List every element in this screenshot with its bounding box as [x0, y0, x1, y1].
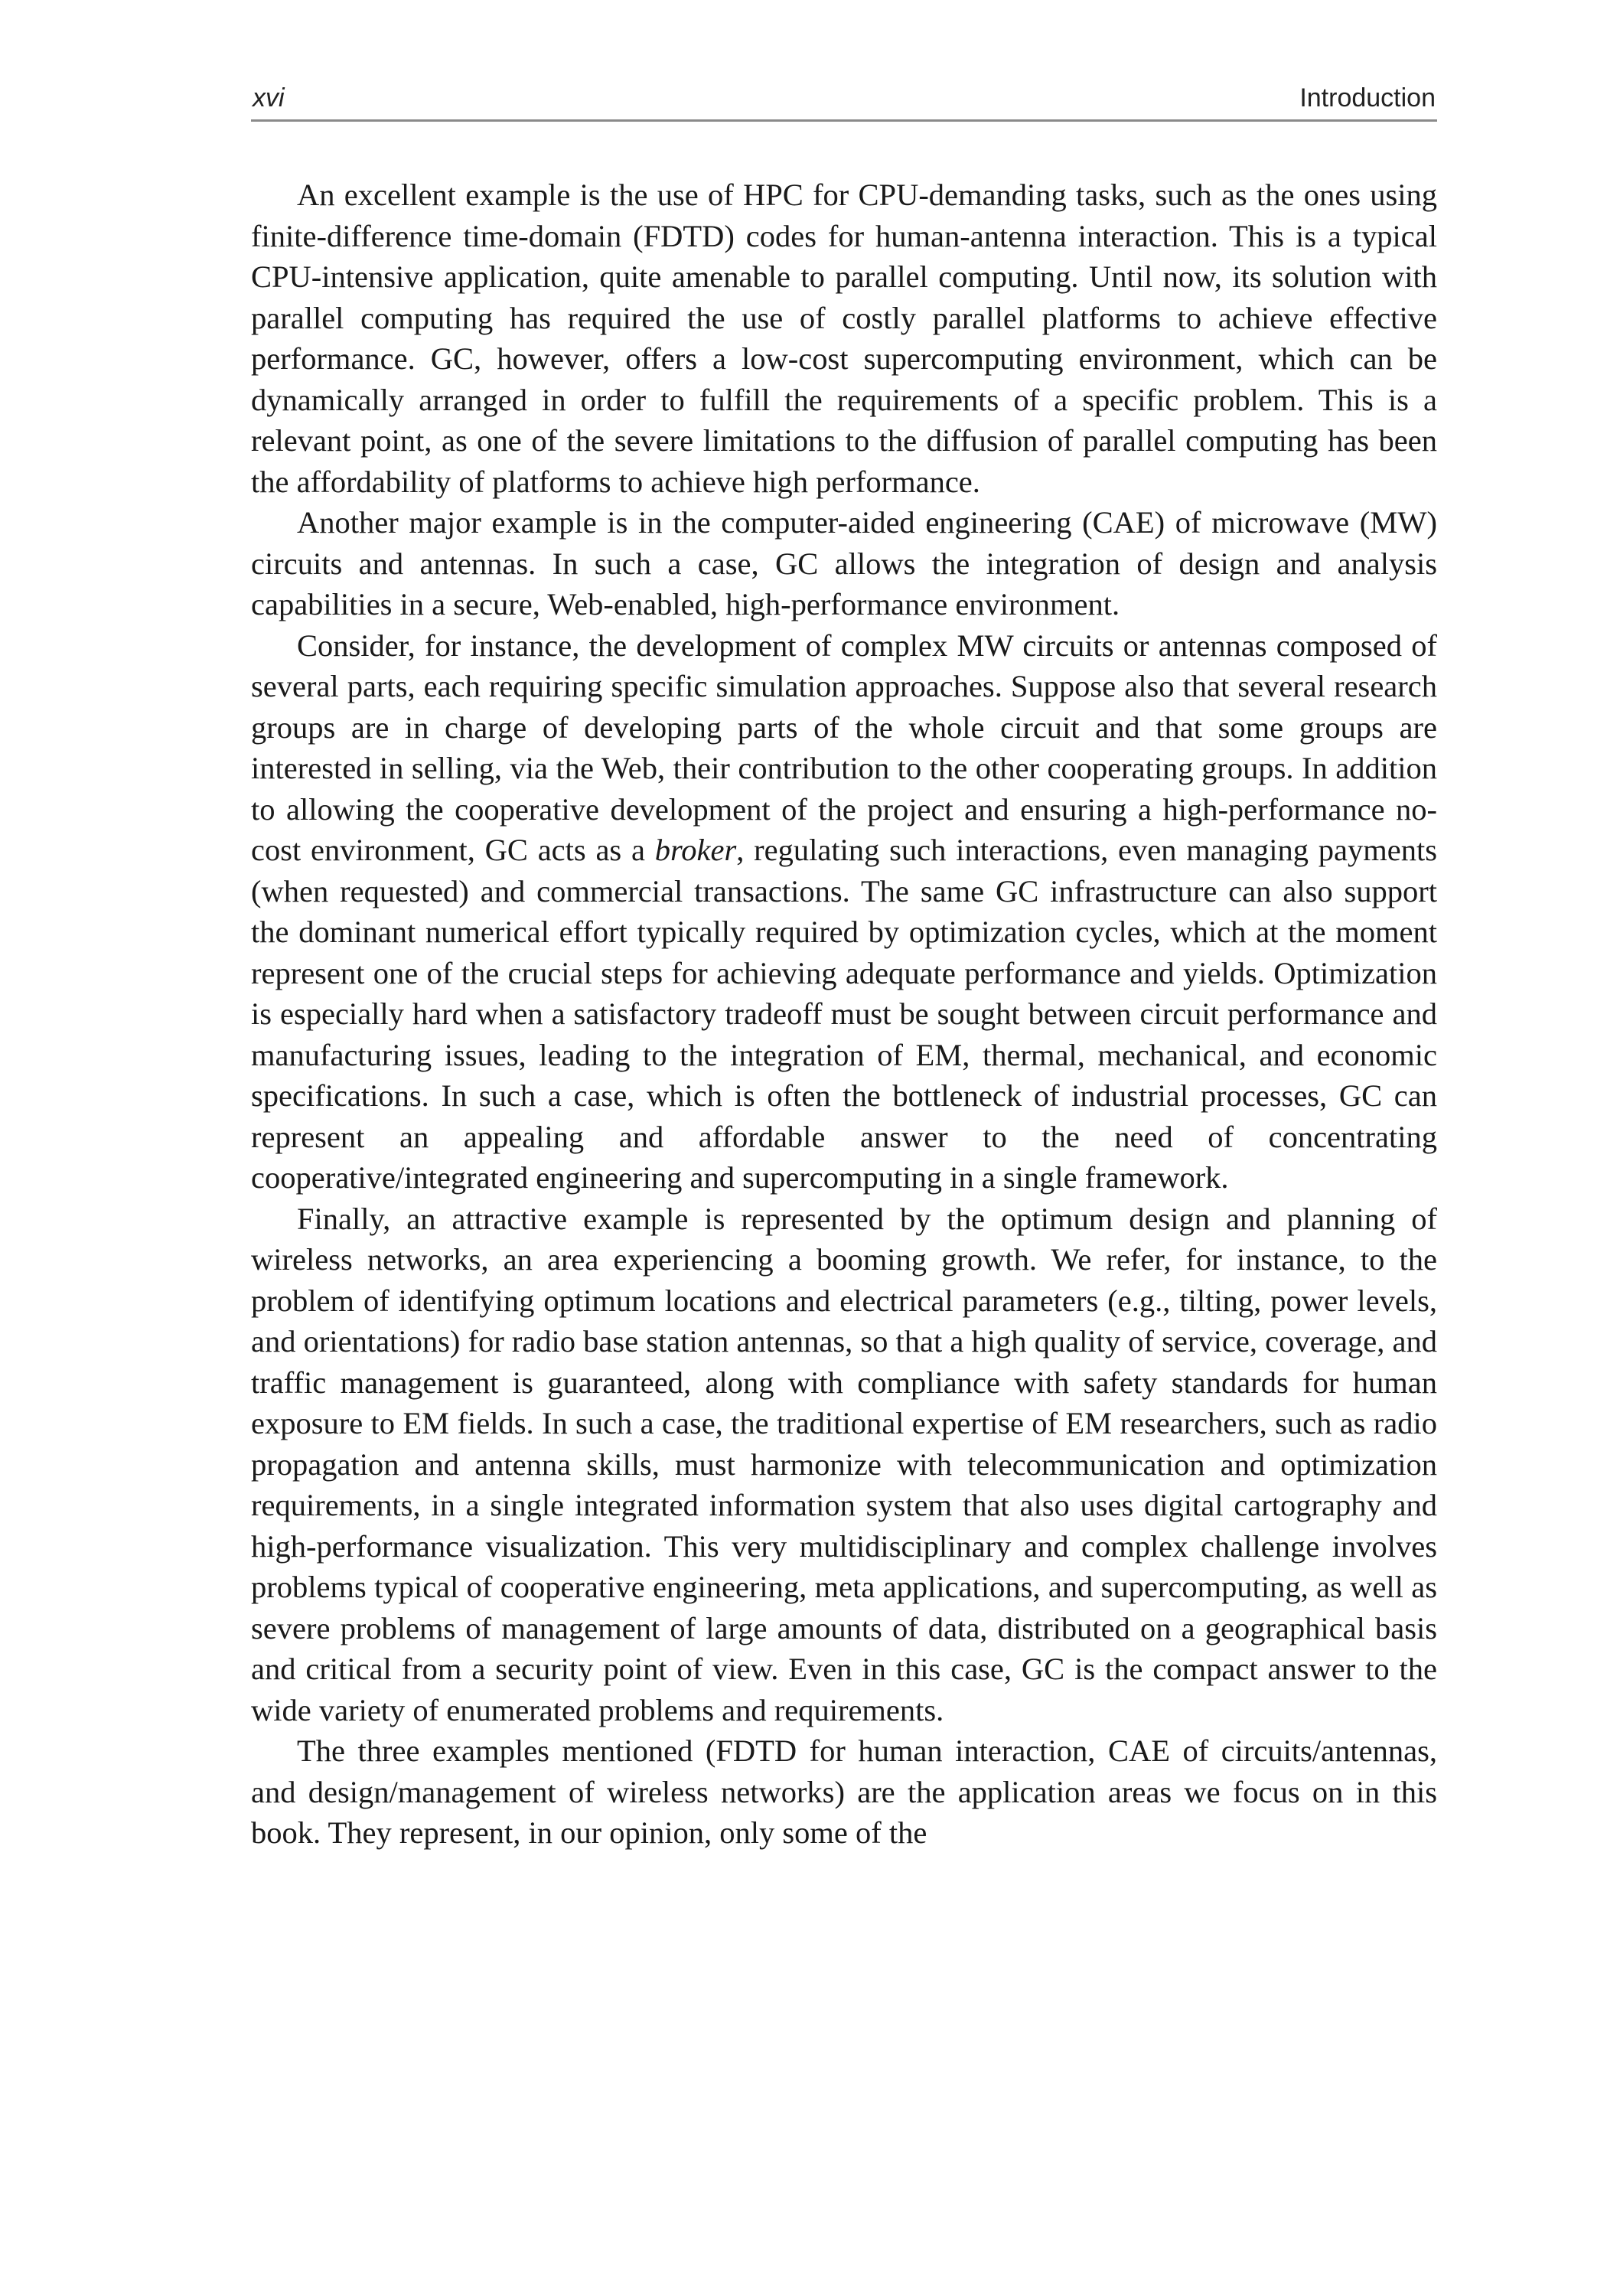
section-title: Introduction: [1299, 83, 1436, 113]
paragraph-wireless-networks: Finally, an attractive example is represented by the optimum design and planning of wireless networks, an area experiencing a booming growth. We refer, for instance, to the problem of identifying optimum locations and electrical parameters (e.g., tilting, power levels, and orientations) for radio base station antennas, so that a high quality of service, coverage, and traffic management is guaranteed, along with compliance with safety standards for human exposure to EM fields. In such a case, the traditional expertise of EM researchers, such as radio propagation and antenna skills, must harmonize with telecommunication and optimization requirements, in a single integrated information system that also uses digital cartography and high-performance visualization. This very multidisciplinary and complex challenge involves problems typical of cooperative engineering, meta applications, and supercomputing, as well as severe problems of management of large amounts of data, distributed on a geographical basis and critical from a security point of view. Even in this case, GC is the compact answer to the wide variety of enumerated problems and requirements.: [251, 1201, 1437, 1727]
body-text: [251, 174, 1437, 1854]
paragraph-cae: Another major example is in the computer-aided engineering (CAE) of microwave (MW) circuits and antennas. In such a case, GC allows the integration of design and analysis capabilities in a secure, Web-enabled, high-performance environment.: [251, 505, 1437, 621]
paragraph-hpc-fdtd: An excellent example is the use of HPC for CPU-demanding tasks, such as the ones using finite-difference time-domain (FDTD) codes for human-antenna interaction. This is a typical CPU-intensive application, quite amenable to parallel computing. Until now, its solution with parallel computing has required the use of costly parallel platforms to achieve effective performance. GC, however, offers a low-cost supercomputing environment, which can be dynamically arranged in order to fulfill the requirements of a specific problem. This is a relevant point, as one of the severe limitations to the diffusion of parallel computing has been the affordability of platforms to achieve high performance.: [251, 178, 1437, 499]
running-head: [251, 80, 1437, 122]
paragraph-three-examples: The three examples mentioned (FDTD for human interaction, CAE of circuits/antennas, and design/management of wireless networks) are the application areas we focus on in this book. They represent, in our opinion, only some of the: [251, 1733, 1437, 1850]
page-number: xvi: [253, 83, 285, 113]
emphasis-broker: broker: [654, 833, 737, 867]
paragraph-text-before: Consider, for instance, the development of complex MW circuits or antennas composed of several parts, each requiring specific simulation approaches. Suppose also that several research groups are in charge of developing parts of the whole circuit and that some groups are interested in selling, via the Web, their contribution to the other cooperating groups. In addition to allowing the cooperative development of the project and ensuring a high-performance no-cost environment, GC acts as a: [251, 628, 1437, 867]
paragraph-mw-circuits: [251, 625, 1437, 1199]
paragraph-text-after: , regulating such interactions, even managing payments (when requested) and commercial transactions. The same GC infrastructure can also support the dominant numerical effort typically required by optimization cycles, which at the moment represent one of the crucial steps for achieving adequate performance and yields. Optimization is especially hard when a satisfactory tradeoff must be sought between circuit performance and manufacturing issues, leading to the integration of EM, thermal, mechanical, and economic specifications. In such a case, which is often the bottleneck of industrial processes, GC can represent an appealing and affordable answer to the need of concentrating cooperative/integrated engineering and supercomputing in a single framework.: [251, 833, 1437, 1195]
